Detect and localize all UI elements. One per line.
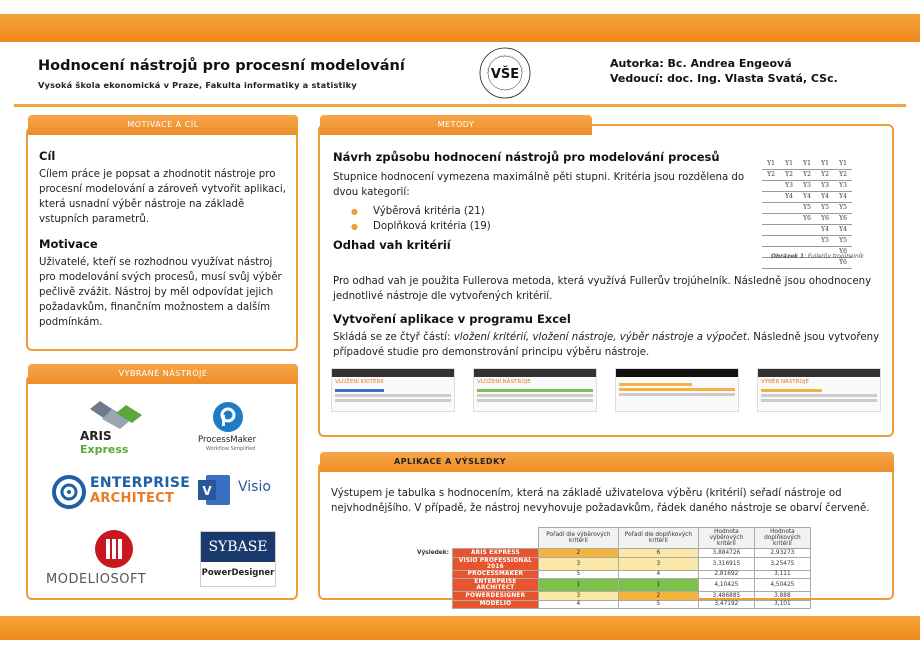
fuller-row (762, 224, 852, 235)
results-row (414, 600, 810, 609)
fuller-cell (762, 202, 780, 213)
results-cell: 5 (538, 570, 618, 579)
fuller-cell: Y6 (839, 215, 847, 222)
fuller-cell: Y1 (785, 159, 793, 167)
visio-logo (196, 473, 286, 509)
results-cell: 3 (618, 557, 698, 570)
fuller-cell: Y4 (803, 193, 811, 200)
results-row (414, 549, 810, 558)
results-cell: 4 (618, 570, 698, 579)
visio-label: Visio (238, 479, 271, 495)
fuller-cell: Y1 (839, 159, 847, 167)
fuller-caption: Obrázek 1: Fullerův trojúhelník (771, 254, 864, 260)
methods-text-3: Skládá se ze čtyř částí: vložení kritérií, vložení nástroje, výběr nástroje a výpočet. Následně jsou vytvořeny případové studie pro demonstrování principu výběru nástroje. (333, 332, 880, 358)
results-table (414, 527, 811, 609)
fuller-cell: Y4 (821, 193, 829, 200)
modeliosoft-logo (46, 529, 186, 589)
fuller-row (762, 180, 852, 191)
results-row (414, 570, 810, 579)
criteria-item: ● Doplňková kritéria (19) (351, 219, 753, 234)
results-cell: 3 (538, 557, 618, 570)
tab-methods: METODY (320, 115, 592, 135)
fuller-cell: Y3 (839, 182, 847, 189)
fuller-cell (780, 202, 798, 213)
fuller-triangle-figure (762, 158, 874, 269)
results-row (414, 579, 810, 592)
fuller-cell: Y3 (803, 182, 811, 189)
fuller-cell: Y5 (821, 237, 829, 244)
supervisor-name: Vedoucí: doc. Ing. Vlasta Svatá, CSc. (610, 72, 838, 85)
fuller-cell: Y2 (767, 171, 775, 178)
fuller-cell: Y1 (821, 159, 829, 167)
fuller-cell: Y4 (821, 226, 829, 233)
results-cell: 3 (538, 592, 618, 601)
results-cell: 6 (618, 549, 698, 558)
fuller-cell (762, 224, 780, 235)
excel-screenshots (331, 368, 881, 412)
methods-heading-2: Odhad vah kritérií (333, 238, 451, 252)
fuller-cell: Y5 (839, 237, 847, 244)
fuller-row (762, 169, 852, 180)
methods-heading-3: Vytvoření aplikace v programu Excel (333, 312, 571, 326)
results-col-header: Hodnota doplňkových kritérií (754, 528, 810, 549)
results-row-label (414, 557, 452, 570)
methods-text-2: Pro odhad vah je použita Fullerova metoda, která využívá Fullerův trojúhelník. Následně jsou ohodnoceny jednotlivé nástroje dle vytvořených kritérií. (333, 276, 872, 302)
author-name: Autorka: Bc. Andrea Engeová (610, 57, 792, 70)
results-row-label (414, 592, 452, 601)
fuller-cell (762, 191, 780, 202)
fuller-cell: Y4 (839, 226, 847, 233)
enterprise-architect-logo (52, 473, 191, 511)
fuller-row (762, 213, 852, 224)
fuller-cell: Y6 (803, 215, 811, 222)
motivation-heading: Motivace (39, 237, 98, 251)
results-row-label (414, 600, 452, 609)
fuller-cell: Y2 (785, 171, 793, 178)
svg-text:V: V (202, 484, 212, 498)
fuller-cell: Y2 (821, 171, 829, 178)
results-row-label: Výsledek: (417, 549, 449, 556)
tool-name-cell: POWERDESIGNER (452, 592, 538, 601)
fuller-cell (780, 224, 798, 235)
results-col-header: Pořadí dle doplňkových kritérií (618, 528, 698, 549)
tab-tools: VYBRANÉ NÁSTROJE (28, 364, 298, 384)
tools-panel (26, 375, 298, 600)
results-cell: 3,25475 (754, 557, 810, 570)
modeliosoft-label: MODELIOSOFT (46, 572, 147, 587)
fuller-cell: Y4 (785, 193, 793, 200)
criteria-list (351, 204, 753, 234)
results-cell: 5 (618, 600, 698, 609)
bottom-decor-bar (0, 616, 920, 640)
top-decor-bar (0, 14, 920, 42)
fuller-row (762, 158, 852, 169)
fuller-cell: Y5 (821, 204, 829, 211)
motivation-panel (26, 127, 298, 351)
fuller-cell: Y2 (839, 171, 847, 178)
fuller-row (762, 202, 852, 213)
screenshot-selection (615, 368, 739, 412)
fuller-cell (762, 213, 780, 224)
results-cell: 2 (538, 549, 618, 558)
methods-text-1: Stupnice hodnocení vymezena maximálně pěti stupni. Kritéria jsou rozdělena do dvou kategorií: (333, 172, 745, 198)
results-cell: 2 (618, 592, 698, 601)
results-col-header: Hodnota výběrových kritérií (698, 528, 754, 549)
fuller-cell: Y3 (785, 182, 793, 189)
tab-results: APLIKACE A VÝSLEDKY (320, 452, 894, 472)
results-cell: 4,10425 (698, 579, 754, 592)
fuller-cell: Y6 (839, 248, 847, 255)
fuller-cell (762, 235, 780, 246)
powerdesigner-label: PowerDesigner (201, 568, 275, 578)
goal-heading: Cíl (39, 149, 56, 163)
results-row (414, 557, 810, 570)
tool-name-cell: VISIO PROFESSIONAL 2016 (452, 557, 538, 570)
tool-name-cell: ARIS EXPRESS (452, 549, 538, 558)
screenshot-tool: VLOŽENÍ NÁSTROJE (473, 368, 597, 412)
results-cell: 3,888 (754, 592, 810, 601)
tab-motivation: MOTIVACE A CÍL (28, 115, 298, 135)
sybase-logo (200, 531, 276, 587)
fuller-cell: Y3 (821, 182, 829, 189)
results-cell: 3,111 (754, 570, 810, 579)
aris-sub-label: Express (80, 443, 129, 456)
results-cell: 4,50425 (754, 579, 810, 592)
fuller-row (762, 191, 852, 202)
results-row-label (414, 579, 452, 592)
fuller-cell: Y4 (839, 193, 847, 200)
results-col-header: Pořadí dle výběrových kritérií (538, 528, 618, 549)
fuller-cell (798, 224, 816, 235)
results-cell: 4 (538, 600, 618, 609)
fuller-cell (780, 213, 798, 224)
aris-label: ARIS (80, 429, 112, 443)
sybase-label: SYBASE (201, 532, 275, 562)
fuller-cell: Y6 (821, 215, 829, 222)
fuller-cell: Y5 (803, 204, 811, 211)
fuller-cell (762, 180, 780, 191)
processmaker-logo (196, 401, 286, 457)
results-cell: 3,316915 (698, 557, 754, 570)
motivation-text: Uživatelé, kteří se rozhodnou využívat nástroj pro modelování svých procesů, musí svůj výběr pečlivě zvážit. Nástroj by měl odpovídat jejich požadavkům, finančním možnostem a dalším podmínkám. (39, 257, 282, 328)
screenshot-calculation: VÝBĚR NÁSTROJE (757, 368, 881, 412)
results-cell: 1 (538, 579, 618, 592)
results-cell: 3,486885 (698, 592, 754, 601)
results-row-label (414, 570, 452, 579)
fuller-cell: Y6 (839, 259, 847, 266)
results-cell: 2,81692 (698, 570, 754, 579)
fuller-cell: Y5 (839, 204, 847, 211)
processmaker-label: ProcessMaker (198, 435, 257, 445)
results-cell: 3,47192 (698, 600, 754, 609)
results-cell: 3,884726 (698, 549, 754, 558)
results-cell: 3,101 (754, 600, 810, 609)
logo-text: VŠE (490, 67, 520, 82)
aris-logo (54, 399, 164, 457)
ea-label-1: ENTERPRISE (90, 475, 191, 491)
tool-name-cell: PROCESSMAKER (452, 570, 538, 579)
results-text: Výstupem je tabulka s hodnocením, která na základě uživatelova výběru (kritérií) seřadí nástroje od nejvhodnějšího. V případě, že nástroj nevyhovuje požadavkům, řádek daného nástroje se obarví červeně. (331, 488, 870, 514)
results-cell: 2,93273 (754, 549, 810, 558)
ea-label-2: ARCHITECT (90, 491, 175, 506)
fuller-cell: Y1 (767, 159, 775, 167)
fuller-row (762, 235, 852, 246)
results-row (414, 592, 810, 601)
vse-logo (478, 46, 532, 100)
fuller-cell (780, 235, 798, 246)
methods-heading-1: Návrh způsobu hodnocení nástrojů pro modelování procesů (333, 150, 720, 164)
fuller-cell (798, 235, 816, 246)
poster-subtitle: Vysoká škola ekonomická v Praze, Fakulta informatiky a statistiky (38, 80, 357, 90)
tool-name-cell: MODELIO (452, 600, 538, 609)
header-divider (14, 104, 906, 107)
results-cell: 1 (618, 579, 698, 592)
criteria-item: ● Výběrová kritéria (21) (351, 204, 753, 219)
author-block (610, 56, 838, 86)
poster-title: Hodnocení nástrojů pro procesní modelování (38, 58, 405, 74)
processmaker-sub-label: Workflow Simplified (206, 446, 256, 452)
fuller-cell: Y2 (803, 171, 811, 178)
poster-header (14, 44, 906, 100)
fuller-cell: Y1 (803, 159, 811, 167)
screenshot-criteria: VLOŽENÍ KRITÉRIÍ (331, 368, 455, 412)
goal-text: Cílem práce je popsat a zhodnotit nástroje pro procesní modelování a zároveň vytvořit aplikaci, která usnadní výběr nástroje na základě vstupních parametrů. (39, 169, 286, 225)
tool-name-cell: ENTERPRISE ARCHITECT (452, 579, 538, 592)
